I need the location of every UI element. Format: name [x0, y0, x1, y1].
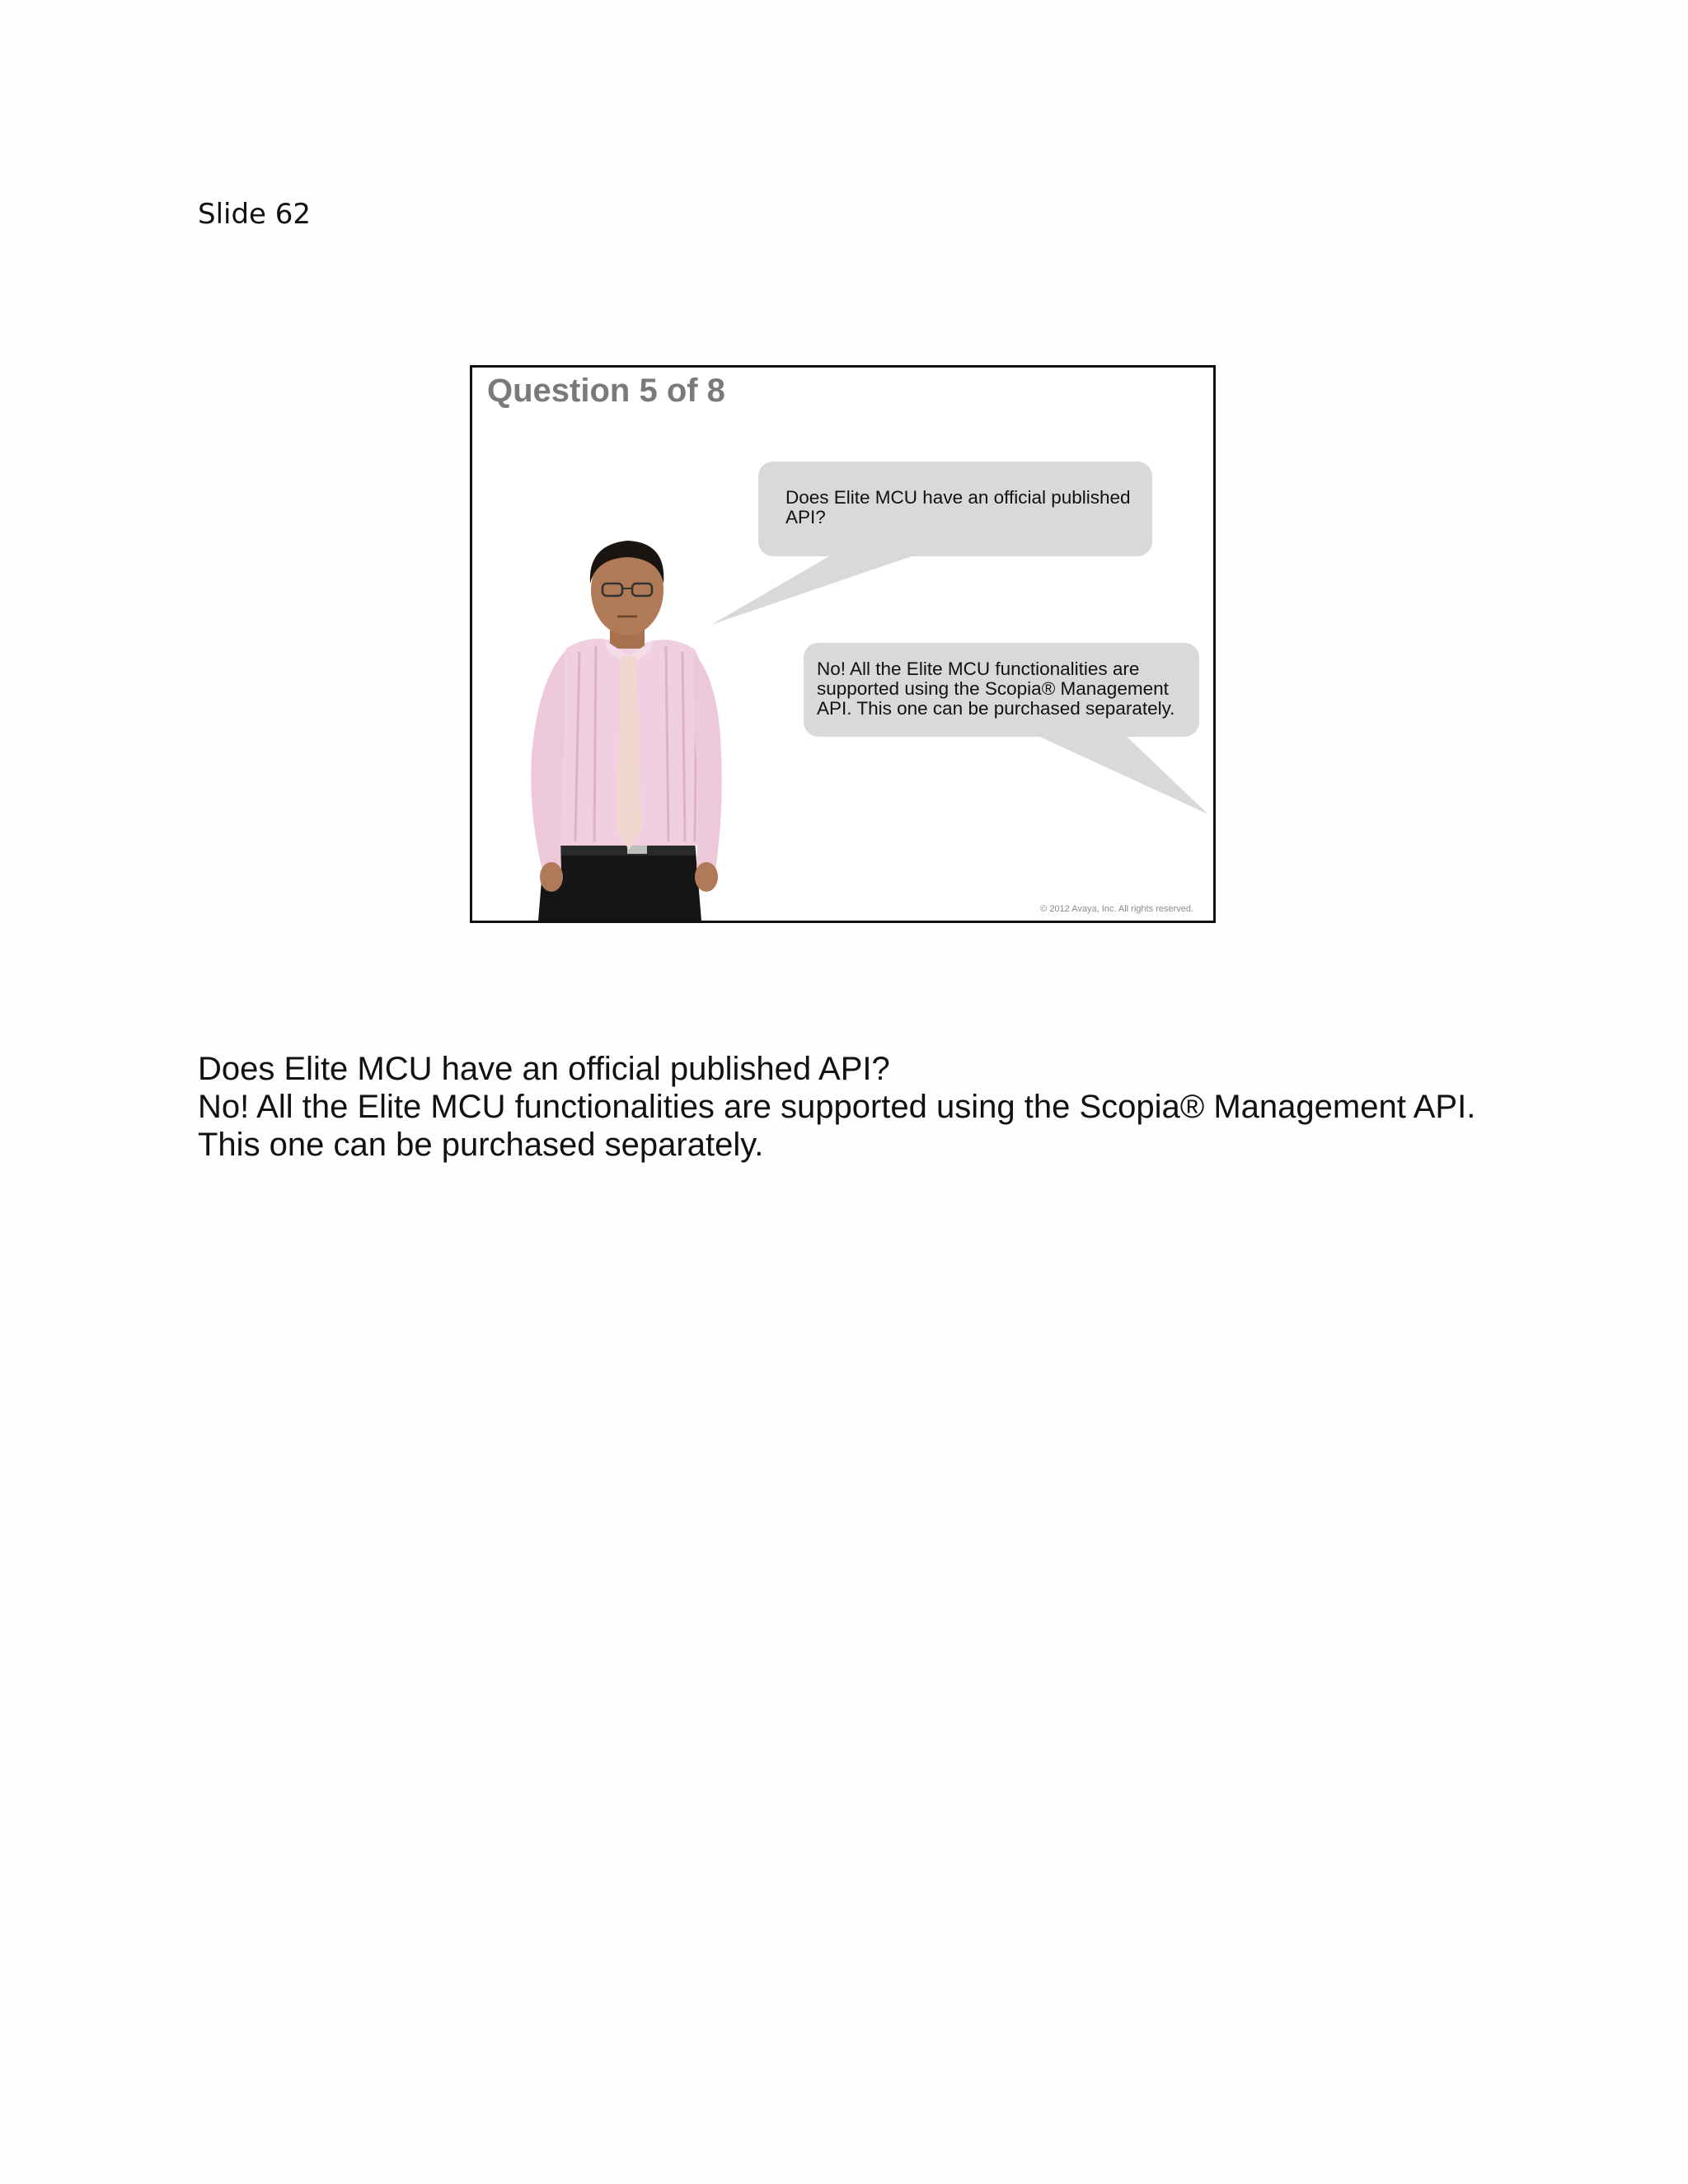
- answer-bubble-text: No! All the Elite MCU functionalities are supported using the Scopia® Management API. This one can be purchased separately.: [817, 658, 1175, 719]
- notes-answer-line-2: This one can be purchased separately.: [198, 1127, 764, 1163]
- person-standing-icon: [472, 368, 1213, 921]
- question-bubble-text: Does Elite MCU have an official published API?: [785, 487, 1131, 527]
- slide-notes: [198, 1050, 1558, 1164]
- slide-thumbnail: [470, 365, 1216, 923]
- slide-title: Question 5 of 8: [487, 373, 725, 409]
- copyright-text: © 2012 Avaya, Inc. All rights reserved.: [1040, 904, 1193, 914]
- slide-number-label: Slide 62: [198, 198, 312, 231]
- notes-question: Does Elite MCU have an official published API?: [198, 1051, 890, 1087]
- notes-answer-line-1: No! All the Elite MCU functionalities are supported using the Scopia® Management API.: [198, 1089, 1476, 1125]
